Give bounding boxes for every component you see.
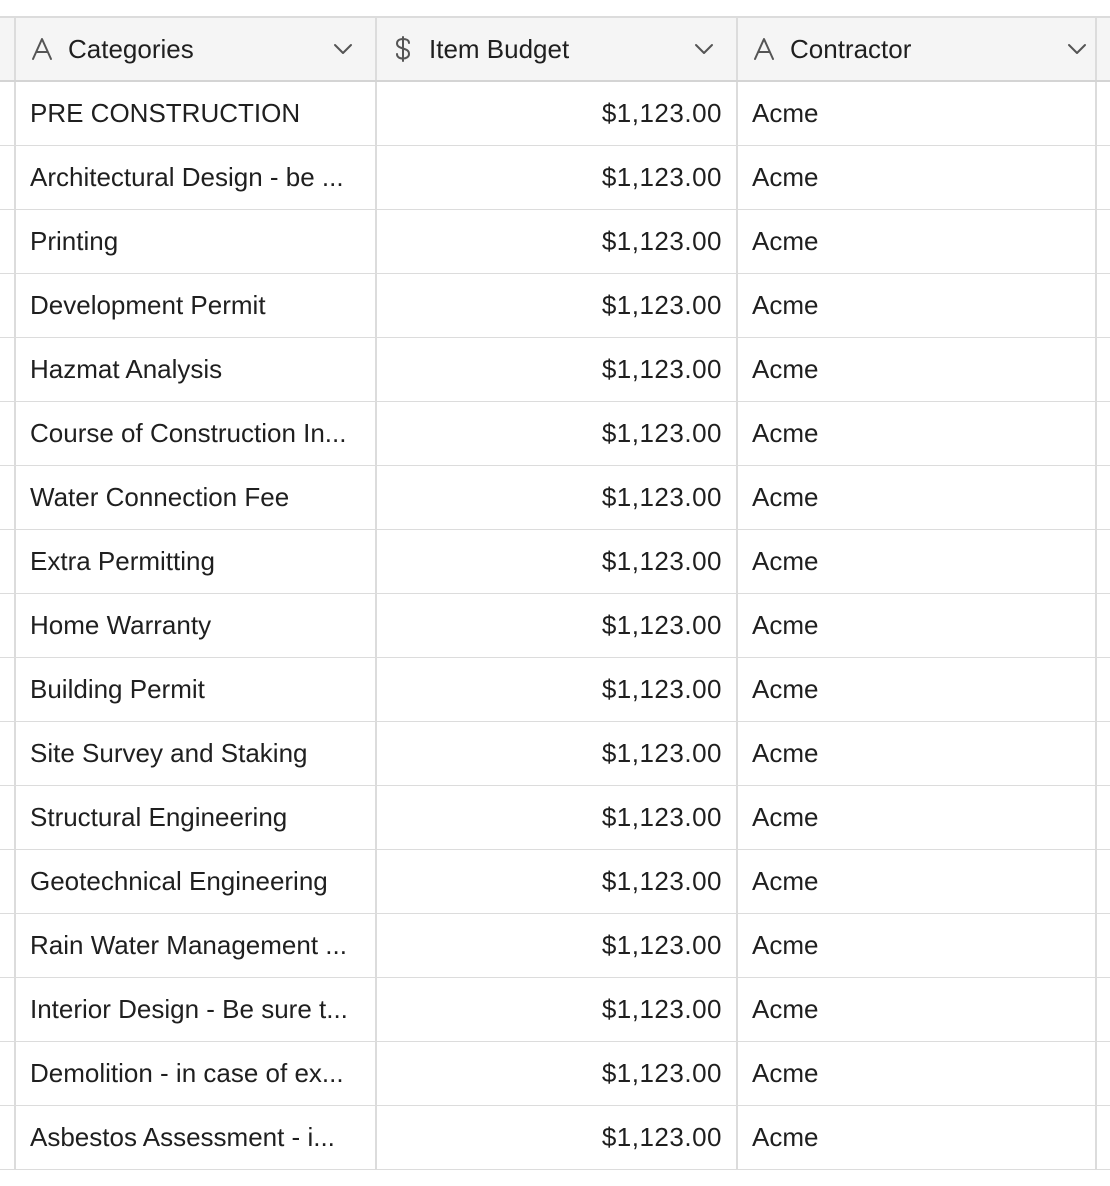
cell-item-budget[interactable]	[377, 786, 738, 849]
row-selector[interactable]	[0, 82, 16, 145]
table-row[interactable]	[0, 1106, 1110, 1170]
text-field-icon	[30, 35, 54, 63]
text-field-icon	[752, 35, 776, 63]
cell-item-budget[interactable]	[377, 146, 738, 209]
table-row[interactable]	[0, 786, 1110, 850]
cell-overflow	[1097, 722, 1110, 785]
table-body	[0, 82, 1110, 1170]
table-row[interactable]	[0, 82, 1110, 146]
row-selector[interactable]	[0, 850, 16, 913]
row-selector[interactable]	[0, 914, 16, 977]
cell-overflow	[1097, 978, 1110, 1041]
category-text: Water Connection Fee	[30, 482, 290, 512]
budget-text: $1,123.00	[601, 98, 722, 128]
cell-item-budget[interactable]	[377, 274, 738, 337]
category-text: Hazmat Analysis	[30, 354, 223, 384]
row-selector[interactable]	[0, 274, 16, 337]
row-selector[interactable]	[0, 146, 16, 209]
budget-text: $1,123.00	[601, 354, 722, 384]
cell-overflow	[1097, 402, 1110, 465]
budget-text: $1,123.00	[601, 290, 722, 320]
cell-item-budget[interactable]	[377, 82, 738, 145]
row-selector[interactable]	[0, 722, 16, 785]
column-header-label: Contractor	[790, 33, 912, 64]
cell-item-budget[interactable]	[377, 658, 738, 721]
cell-item-budget[interactable]	[377, 466, 738, 529]
cell-category[interactable]	[16, 594, 377, 657]
cell-category[interactable]	[16, 402, 377, 465]
column-header-label: Categories	[68, 33, 194, 64]
table-row[interactable]	[0, 146, 1110, 210]
table-row[interactable]	[0, 210, 1110, 274]
cell-category[interactable]	[16, 530, 377, 593]
contractor-text: Acme	[752, 674, 819, 704]
budget-text: $1,123.00	[601, 610, 722, 640]
budget-text: $1,123.00	[601, 866, 722, 896]
row-selector[interactable]	[0, 402, 16, 465]
contractor-text: Acme	[752, 98, 819, 128]
table-row[interactable]	[0, 530, 1110, 594]
category-text: Home Warranty	[30, 610, 212, 640]
contractor-text: Acme	[752, 354, 819, 384]
cell-contractor[interactable]	[738, 914, 1097, 977]
contractor-text: Acme	[752, 226, 819, 256]
budget-text: $1,123.00	[601, 738, 722, 768]
category-text: Extra Permitting	[30, 546, 215, 576]
row-selector[interactable]	[0, 978, 16, 1041]
cell-category[interactable]	[16, 1106, 377, 1169]
category-text: Geotechnical Engineering	[30, 866, 328, 896]
cell-contractor[interactable]	[738, 466, 1097, 529]
cell-category[interactable]	[16, 466, 377, 529]
cell-contractor[interactable]	[738, 1042, 1097, 1105]
contractor-text: Acme	[752, 290, 819, 320]
contractor-text: Acme	[752, 610, 819, 640]
table-row[interactable]	[0, 1042, 1110, 1106]
contractor-text: Acme	[752, 738, 819, 768]
row-selector[interactable]	[0, 1106, 16, 1169]
cell-contractor[interactable]	[738, 786, 1097, 849]
cell-contractor[interactable]	[738, 978, 1097, 1041]
table-row[interactable]	[0, 978, 1110, 1042]
cell-overflow	[1097, 786, 1110, 849]
row-selector[interactable]	[0, 338, 16, 401]
chevron-down-icon[interactable]	[333, 42, 353, 56]
table-row[interactable]	[0, 658, 1110, 722]
cell-contractor[interactable]	[738, 274, 1097, 337]
cell-contractor[interactable]	[738, 402, 1097, 465]
cell-item-budget[interactable]	[377, 978, 738, 1041]
contractor-text: Acme	[752, 994, 819, 1024]
cell-contractor[interactable]	[738, 850, 1097, 913]
cell-item-budget[interactable]	[377, 530, 738, 593]
cell-overflow	[1097, 530, 1110, 593]
table-row[interactable]	[0, 274, 1110, 338]
table-row[interactable]	[0, 850, 1110, 914]
row-selector-column-header	[0, 18, 16, 80]
contractor-text: Acme	[752, 802, 819, 832]
cell-overflow	[1097, 594, 1110, 657]
row-selector[interactable]	[0, 658, 16, 721]
contractor-text: Acme	[752, 162, 819, 192]
cell-overflow	[1097, 914, 1110, 977]
contractor-text: Acme	[752, 546, 819, 576]
column-header-contractor[interactable]	[738, 18, 1097, 80]
table-row[interactable]	[0, 722, 1110, 786]
contractor-text: Acme	[752, 930, 819, 960]
contractor-text: Acme	[752, 1058, 819, 1088]
category-text: Rain Water Management ...	[30, 930, 347, 960]
cell-item-budget[interactable]	[377, 1106, 738, 1169]
budget-text: $1,123.00	[601, 226, 722, 256]
cell-contractor[interactable]	[738, 210, 1097, 273]
chevron-down-icon[interactable]	[1067, 42, 1087, 56]
budget-text: $1,123.00	[601, 674, 722, 704]
column-header-label: Item Budget	[429, 33, 570, 64]
cell-overflow	[1097, 338, 1110, 401]
category-text: Demolition - in case of ex...	[30, 1058, 344, 1088]
cell-contractor[interactable]	[738, 594, 1097, 657]
cell-overflow	[1097, 274, 1110, 337]
category-text: Asbestos Assessment - i...	[30, 1122, 335, 1152]
category-text: Building Permit	[30, 674, 205, 704]
contractor-text: Acme	[752, 866, 819, 896]
budget-table	[0, 16, 1110, 1170]
cell-category[interactable]	[16, 1042, 377, 1105]
cell-item-budget[interactable]	[377, 722, 738, 785]
category-text: Structural Engineering	[30, 802, 288, 832]
table-row[interactable]	[0, 402, 1110, 466]
table-header-row	[0, 18, 1110, 82]
budget-text: $1,123.00	[601, 802, 722, 832]
row-selector[interactable]	[0, 210, 16, 273]
column-header-overflow	[1097, 18, 1110, 80]
cell-item-budget[interactable]	[377, 210, 738, 273]
budget-text: $1,123.00	[601, 1122, 722, 1152]
budget-text: $1,123.00	[601, 482, 722, 512]
table-row[interactable]	[0, 914, 1110, 978]
table-row[interactable]	[0, 338, 1110, 402]
cell-category[interactable]	[16, 850, 377, 913]
cell-item-budget[interactable]	[377, 914, 738, 977]
cell-contractor[interactable]	[738, 722, 1097, 785]
cell-contractor[interactable]	[738, 82, 1097, 145]
cell-item-budget[interactable]	[377, 338, 738, 401]
cell-category[interactable]	[16, 786, 377, 849]
cell-category[interactable]	[16, 658, 377, 721]
category-text: Site Survey and Staking	[30, 738, 308, 768]
cell-overflow	[1097, 466, 1110, 529]
cell-contractor[interactable]	[738, 146, 1097, 209]
cell-category[interactable]	[16, 210, 377, 273]
cell-item-budget[interactable]	[377, 1042, 738, 1105]
budget-text: $1,123.00	[601, 994, 722, 1024]
budget-text: $1,123.00	[601, 418, 722, 448]
dollar-sign-icon	[391, 35, 415, 63]
cell-contractor[interactable]	[738, 658, 1097, 721]
table-row[interactable]	[0, 594, 1110, 658]
row-selector[interactable]	[0, 466, 16, 529]
cell-category[interactable]	[16, 722, 377, 785]
category-text: Development Permit	[30, 290, 266, 320]
cell-item-budget[interactable]	[377, 850, 738, 913]
cell-category[interactable]	[16, 146, 377, 209]
row-selector[interactable]	[0, 530, 16, 593]
row-selector[interactable]	[0, 1042, 16, 1105]
cell-contractor[interactable]	[738, 530, 1097, 593]
row-selector[interactable]	[0, 594, 16, 657]
category-text: Course of Construction In...	[30, 418, 347, 448]
cell-overflow	[1097, 1042, 1110, 1105]
budget-text: $1,123.00	[601, 546, 722, 576]
chevron-down-icon[interactable]	[694, 42, 714, 56]
cell-item-budget[interactable]	[377, 402, 738, 465]
cell-overflow	[1097, 210, 1110, 273]
table-row[interactable]	[0, 466, 1110, 530]
cell-category[interactable]	[16, 274, 377, 337]
cell-item-budget[interactable]	[377, 594, 738, 657]
category-text: PRE CONSTRUCTION	[30, 98, 301, 128]
cell-overflow	[1097, 146, 1110, 209]
budget-text: $1,123.00	[601, 930, 722, 960]
cell-overflow	[1097, 1106, 1110, 1169]
category-text: Printing	[30, 226, 119, 256]
column-header-item-budget[interactable]	[377, 18, 738, 80]
category-text: Architectural Design - be ...	[30, 162, 344, 192]
budget-text: $1,123.00	[601, 1058, 722, 1088]
column-header-categories[interactable]	[16, 18, 377, 80]
category-text: Interior Design - Be sure t...	[30, 994, 348, 1024]
row-selector[interactable]	[0, 786, 16, 849]
cell-category[interactable]	[16, 338, 377, 401]
contractor-text: Acme	[752, 418, 819, 448]
cell-overflow	[1097, 82, 1110, 145]
cell-category[interactable]	[16, 82, 377, 145]
contractor-text: Acme	[752, 1122, 819, 1152]
cell-overflow	[1097, 658, 1110, 721]
cell-category[interactable]	[16, 914, 377, 977]
contractor-text: Acme	[752, 482, 819, 512]
cell-contractor[interactable]	[738, 338, 1097, 401]
cell-overflow	[1097, 850, 1110, 913]
cell-category[interactable]	[16, 978, 377, 1041]
cell-contractor[interactable]	[738, 1106, 1097, 1169]
budget-text: $1,123.00	[601, 162, 722, 192]
